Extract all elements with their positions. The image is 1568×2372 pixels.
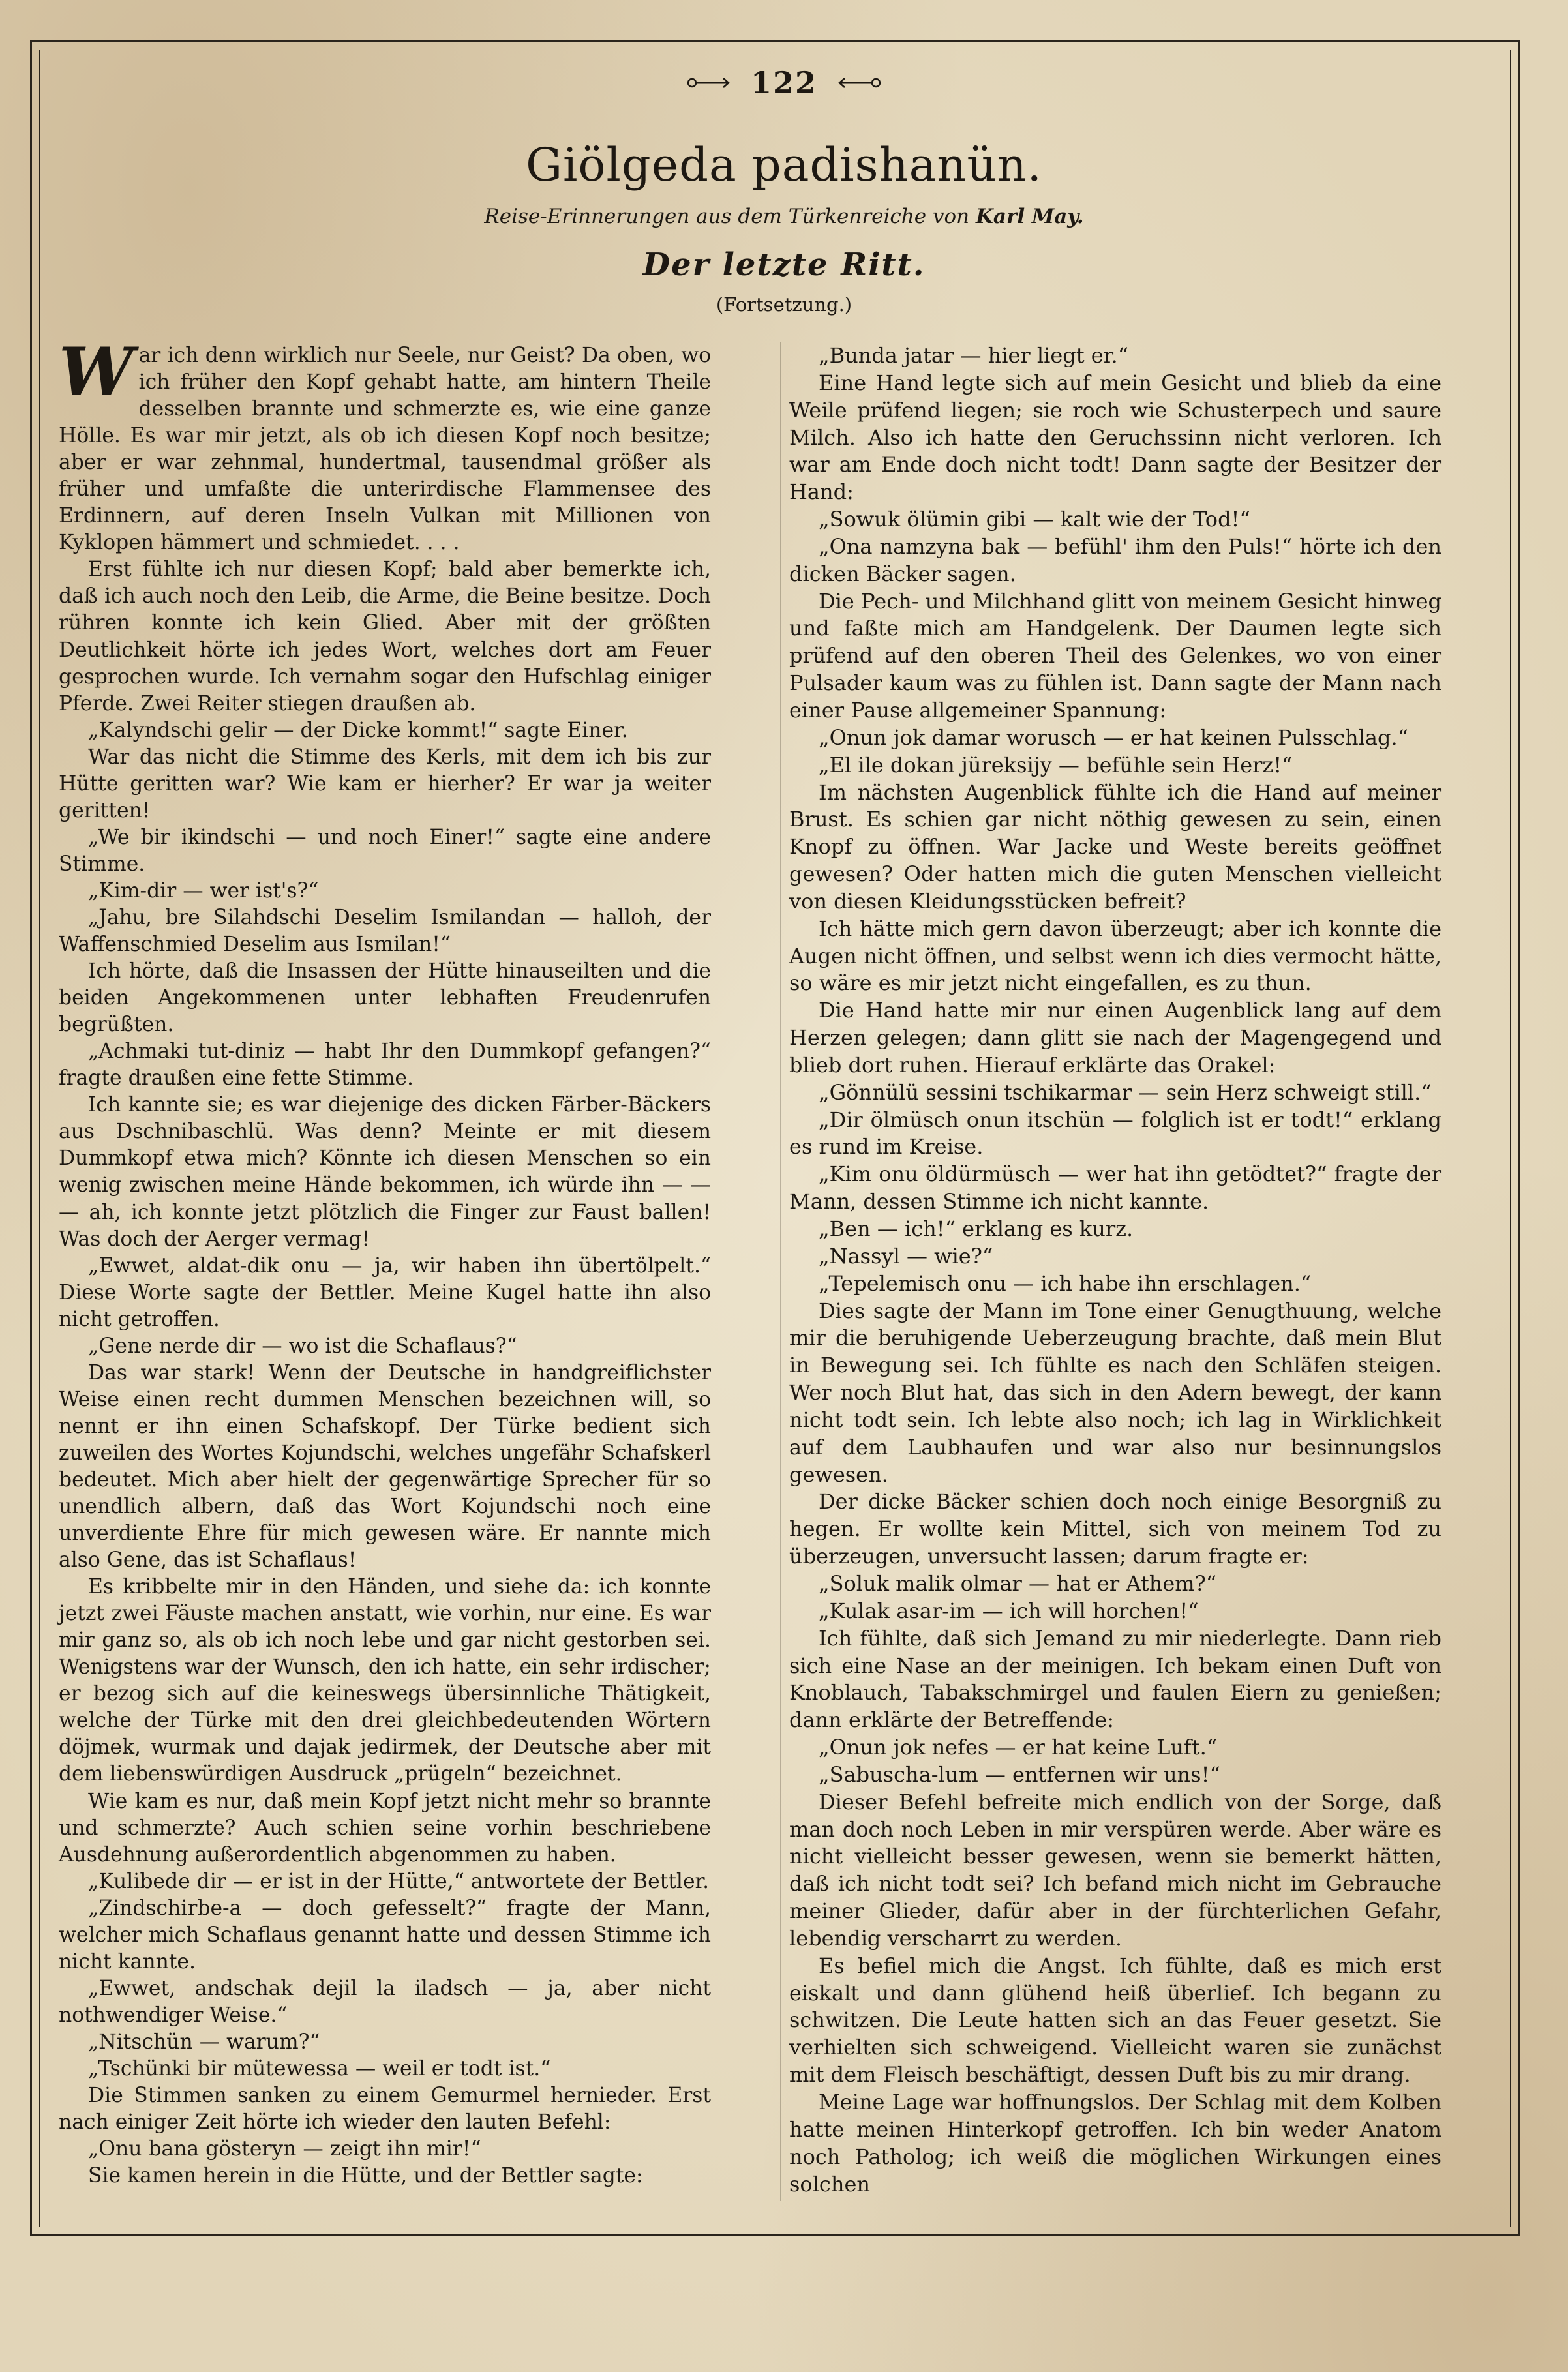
paragraph: „Ewwet, andschak dejil la iladsch — ja, aber nicht nothwendiger Weise.“ [59,1976,711,2027]
paragraph: „Jahu, bre Silahdschi Deselim Ismilandan — halloh, der Waffenschmied Deselim aus Ismilan!“ [59,905,711,957]
paragraph: „Ewwet, aldat-dik onu — ja, wir haben ihn übertölpelt.“ Diese Worte sagte der Bettler. Meine Kugel hatte ihn also nicht getroffen. [59,1254,711,1331]
first-paragraph-text: ar ich denn wirklich nur Seele, nur Geist? Da oben, wo ich früher den Kopf gehabt hatte, am hintern Theile desselben brannte und schmerzte es, wie eine ganze Hölle. Es war mir jetzt, als ob ich diesen Kopf noch besitze; aber er war zehnmal, hundertmal, tausendmal größer als früher und umfaßte die unterirdische Flammensee des Erdinnern, auf deren Inseln Vulkan mit Millionen von Kyklopen hämmert und schmiedet. . . . [59,344,711,555]
paragraph: „Dir ölmüsch onun itschün — folglich ist er todt!“ erklang es rund im Kreise. [789,1107,1441,1160]
paragraph: Meine Lage war hoffnungslos. Der Schlag mit dem Kolben hatte meinen Hinterkopf getroffen. Ich bin weder Anatom noch Patholog; ich weiß die möglichen Wirkungen eines solchen [789,2090,1441,2197]
paragraph: „Onun jok damar worusch — er hat keinen Pulsschlag.“ [819,725,1408,750]
paragraph: „Tschünki bir mütewessa — weil er todt ist.“ [88,2057,551,2080]
paragraph: „We bir ikindschi — und noch Einer!“ sagte eine andere Stimme. [59,825,711,876]
article-title: Giölgeda padishanün. [526,138,1042,192]
paragraph: „Kim onu öldürmüsch — wer hat ihn getödtet?“ fragte der Mann, dessen Stimme ich nicht kannte. [789,1162,1441,1214]
paragraph: Im nächsten Augenblick fühlte ich die Hand auf meiner Brust. Es schien gar nicht nöthig gewesen zu sein, einen Knopf zu öffnen. War Jacke und Weste bereits geöffnet gewesen? Oder hatten mich die guten Menschen vielleicht von diesen Kleidungsstücken befreit? [789,779,1441,914]
paragraph: „Bunda jatar — hier liegt er.“ [819,343,1129,368]
paragraph: „Tepelemisch onu — ich habe ihn erschlagen.“ [819,1270,1312,1296]
paragraph: War das nicht die Stimme des Kerls, mit dem ich bis zur Hütte geritten war? Wie kam er hierher? Er war ja weiter geritten! [59,745,711,822]
paragraph: „Onu bana gösteryn — zeigt ihn mir!“ [88,2137,481,2161]
paragraph: Erst fühlte ich nur diesen Kopf; bald aber bemerkte ich, daß ich auch noch den Leib, die Arme, die Beine besitze. Doch rühren konnte ich kein Glied. Aber mit der größten Deutlichkeit hörte ich jedes Wort, welches dort am Feuer gesprochen wurde. Ich vernahm sogar den Hufschlag einiger Pferde. Zwei Reiter stiegen draußen ab. [59,558,711,715]
paragraph: Es befiel mich die Angst. Ich fühlte, daß es mich erst eiskalt und dann glühend heiß überlief. Ich begann zu schwitzen. Die Leute hatten sich an das Feuer gesetzt. Sie verhielten sich schweigend. Vielleicht waren sie zunächst mit dem Fleisch beschäftigt, dessen Duft bis zu mir drang. [789,1953,1441,2088]
paragraph: Dies sagte der Mann im Tone einer Genugthuung, welche mir die beruhigende Ueberzeugung brachte, daß mein Blut in Bewegung sei. Ich fühlte es nach den Schläfen steigen. Wer noch Blut hat, das sich in den Adern bewegt, der kann nicht todt sein. Ich lebte also noch; ich lag in Wirklichkeit auf dem Laubhaufen und war also nur besinnungslos gewesen. [789,1298,1441,1487]
paragraph: Ich hätte mich gern davon überzeugt; aber ich konnte die Augen nicht öffnen, und selbst wenn ich dies vermocht hätte, so wäre es mir jetzt nicht eingefallen, es zu thun. [789,916,1441,996]
paragraph: „Zindschirbe-a — doch gefesselt?“ fragte der Mann, welcher mich Schaflaus genannt hatte und dessen Stimme ich nicht kannte. [59,1896,711,1974]
subtitle-text: Reise-Erinnerungen aus dem Türkenreiche von [484,205,970,228]
paragraph: „Gönnülü sessini tschikarmar — sein Herz schweigt still.“ [819,1079,1432,1105]
paragraph: „Sabuscha-lum — entfernen wir uns!“ [819,1762,1220,1787]
paragraph: Ich fühlte, daß sich Jemand zu mir niederlegte. Dann rieb sich eine Nase an der meinigen. Ich bekam einen Duft von Knoblauch, Tabakschmirgel und faulen Eiern zu genießen; dann erklärte der Betreffende: [789,1625,1441,1733]
paragraph: Die Hand hatte mir nur einen Augenblick lang auf dem Herzen gelegen; dann glitt sie nach der Magengegend und blieb dort ruhen. Hierauf erklärte das Orakel: [789,998,1441,1077]
paragraph: Sie kamen herein in die Hütte, und der Bettler sagte: [88,2164,643,2188]
paragraph: „Sowuk ölümin gibi — kalt wie der Tod!“ [819,507,1250,532]
paragraph: Eine Hand legte sich auf mein Gesicht und blieb da eine Weile prüfend liegen; sie roch wie Schusterpech und saure Milch. Also ich hatte den Geruchssinn nicht verloren. Ich war am Ende doch nicht todt! Dann sagte der Besitzer der Hand: [789,370,1441,505]
right-column [789,342,1441,2198]
continuation-note: (Fortsetzung.) [716,293,852,316]
paragraph: „Ben — ich!“ erklang es kurz. [819,1216,1134,1241]
paragraph: „Nassyl — wie?“ [819,1243,993,1269]
paragraph: Ich hörte, daß die Insassen der Hütte hinauseilten und die beiden Angekommenen unter lebhaften Freudenrufen begrüßten. [59,959,711,1037]
paragraph: Die Pech- und Milchhand glitt von meinem Gesicht hinweg und faßte mich am Handgelenk. Der Daumen legte sich prüfend auf den oberen Theil des Gelenkes, wo von einer Pulsader kaum was zu fühlen ist. Dann sagte der Mann nach einer Pause allgemeiner Spannung: [789,588,1441,723]
paragraph: Dieser Befehl befreite mich endlich von der Sorge, daß man doch noch Leben in mir verspüren werde. Aber wäre es nicht vielleicht besser gewesen, wenn sie bemerkt hätten, daß ich nicht todt sei? Ich befand mich nicht im Gebrauche meiner Glieder, dafür aber in der fürchterlichen Gefahr, lebendig verscharrt zu werden. [789,1789,1441,1951]
paragraph: „El ile dokan jüreksijy — befühle sein Herz!“ [819,752,1293,777]
paragraph: Es kribbelte mir in den Händen, und siehe da: ich konnte jetzt zwei Fäuste machen anstatt, wie vorhin, nur eine. Es war mir ganz so, als ob ich noch lebe und gar nicht gestorben sei. Wenigstens war der Wunsch, den ich hatte, ein sehr irdischer; er bezog sich auf die keineswegs übersinnliche Thätigkeit, welche der Türke mit den drei gleichbedeutenden Wörtern döjmek, wurmak und dajak jedirmek, der Deutsche aber mit dem liebenswürdigen Ausdruck „prügeln“ bezeichnet. [59,1575,711,1786]
paragraph: „Kulak asar-im — ich will horchen!“ [819,1598,1199,1623]
paragraph: „Kalyndschi gelir — der Dicke kommt!“ sagte Einer. [88,718,628,742]
paragraph: „Achmaki tut-diniz — habt Ihr den Dummkopf gefangen?“ fragte draußen eine fette Stimme. [59,1040,711,1090]
paragraph: „Ona namzyna bak — befühl' ihm den Puls!“ hörte ich den dicken Bäcker sagen. [789,533,1441,586]
paragraph: „Gene nerde dir — wo ist die Schaflaus?“ [88,1334,517,1358]
paragraph: Die Stimmen sanken zu einem Gemurmel hernieder. Erst nach einiger Zeit hörte ich wieder den lauten Befehl: [59,2084,711,2135]
paragraph: Ich kannte sie; es war diejenige des dicken Färber-Bäckers aus Dschnibaschlü. Was denn? Meinte er mit diesem Dummkopf etwa mich? Könnte ich diesen Menschen so ein wenig zwischen meine Hände bekommen, ich würde ihn — — — ah, ich konnte jetzt plötzlich die Finger zur Faust ballen! Was doch der Aerger vermag! [59,1093,711,1251]
page-number: 122 [750,65,818,100]
column-divider [780,342,781,2201]
paragraph: „Onun jok nefes — er hat keine Luft.“ [819,1735,1218,1760]
first-paragraph [59,333,711,556]
paragraph: „Kim-dir — wer ist's?“ [88,878,319,903]
left-column [59,333,711,2189]
paragraph: „Nitschün — warum?“ [88,2030,320,2054]
paragraph: Der dicke Bäcker schien doch noch einige Besorgniß zu hegen. Er wollte kein Mittel, sich von meinem Tod zu überzeugen, unversucht lassen; darum fragte er: [789,1489,1441,1569]
page-number-row [0,60,1568,106]
paragraph: „Kulibede dir — er ist in der Hütte,“ antwortete der Bettler. [88,1869,710,1893]
author-name: Karl May. [975,205,1084,228]
section-title: Der letzte Ritt. [642,247,926,283]
paragraph: Das war stark! Wenn der Deutsche in handgreiflichster Weise einen recht dummen Menschen bezeichnen will, so nennt er ihn einen Schafskopf. Der Türke bedient sich zuweilen des Wortes Kojundschi, welches ungefähr Schafskerl bedeutet. Mich aber hielt der gegenwärtige Sprecher für so unendlich albern, daß das Wort Kojundschi noch eine unverdiente Ehre für mich gewesen wäre. Er nannte mich also Gene, das ist Schaflaus! [59,1360,711,1572]
ornament-right-icon [836,75,881,91]
ornament-left-icon [687,75,732,91]
drop-cap: W [59,333,134,412]
article-subtitle [0,205,1568,228]
paragraph: Wie kam es nur, daß mein Kopf jetzt nicht mehr so brannte und schmerzte? Auch schien seine vorhin beschriebene Ausdehnung außerordentlich abgenommen zu haben. [59,1789,711,1867]
paragraph: „Soluk malik olmar — hat er Athem?“ [819,1570,1217,1596]
